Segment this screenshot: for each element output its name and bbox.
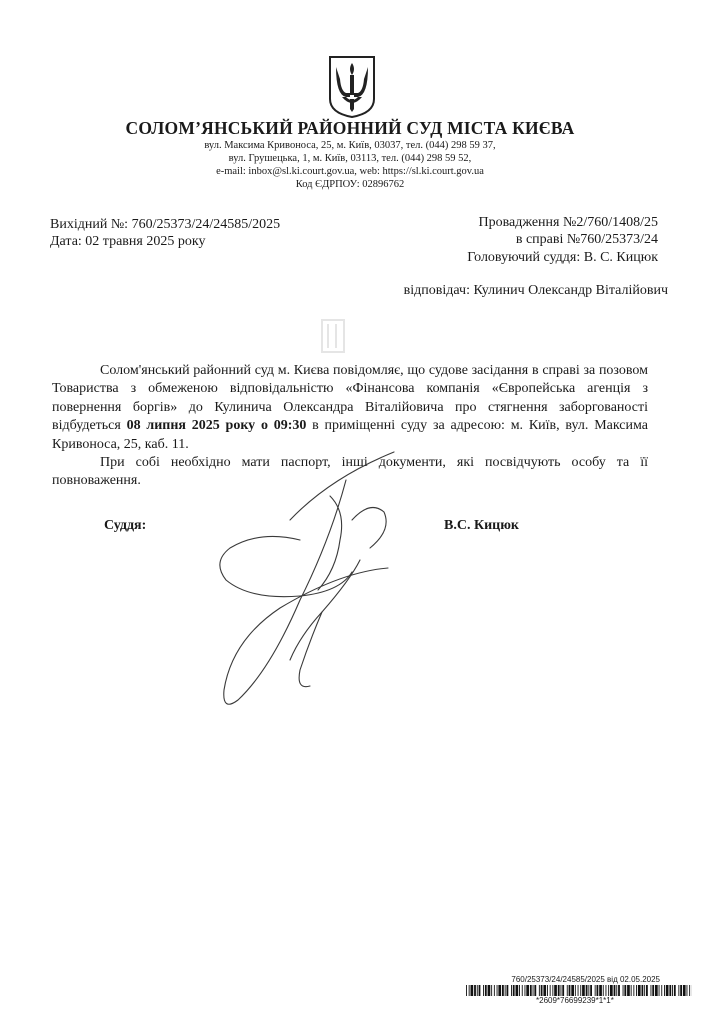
document-date: Дата: 02 травня 2025 року (50, 234, 206, 249)
coat-of-arms-icon (328, 55, 376, 119)
judge-name: В.С. Кицюк (444, 518, 519, 533)
case-number: в справі №760/25373/24 (515, 232, 658, 247)
footer-reference: 760/25373/24/24585/2025 від 02.05.2025 (511, 975, 660, 984)
defendant: відповідач: Кулинич Олександр Віталійович (403, 283, 668, 298)
presiding-judge: Головуючий суддя: В. С. Кицюк (467, 250, 658, 265)
court-address-line: вул. Грушецька, 1, м. Київ, 03113, тел. (044) 298 59 52, (228, 153, 472, 164)
proceeding-number: Провадження №2/760/1408/25 (478, 215, 658, 230)
judge-label: Суддя: (104, 518, 147, 533)
hearing-datetime: 08 липня 2025 року о 09:30 (126, 418, 307, 434)
court-name: СОЛОМ’ЯНСЬКИЙ РАЙОННИЙ СУД МІСТА КИЄВА (125, 118, 575, 138)
notice-paragraph: Солом'янський районний суд м. Києва повідомляє, що судове засідання в справі за позовом Товариства з обмеженою відповідальністю «Фінансова компанія «Європейська агенція з повернення боргів» до Кулинича Олександра Віталійовича про стягнення заборгованості відбудеться 08 липня 2025 року о 09:30 в приміщенні суду за адресою: м. Київ, вул. Максима Кривоноса, 25, каб. 11. (52, 363, 648, 452)
court-code-line: Код ЄДРПОУ: 02896762 (295, 179, 405, 190)
court-address-line: вул. Максима Кривоноса, 25, м. Київ, 03037, тел. (044) 298 59 37, (204, 140, 496, 151)
outgoing-number: Вихідний №: 760/25373/24/24585/2025 (50, 217, 281, 232)
barcode-text: *2609*76699239*1*1* (536, 996, 614, 1005)
barcode (466, 985, 692, 996)
court-contacts-line: e-mail: inbox@sl.ki.court.gov.ua, web: https://sl.ki.court.gov.ua (216, 166, 484, 177)
notice-paragraph: При собі необхідно мати паспорт, інші документи, які посвідчують особу та її повноваження. (52, 455, 648, 489)
faint-stamp-mark (320, 318, 346, 354)
notice-body (52, 362, 648, 491)
